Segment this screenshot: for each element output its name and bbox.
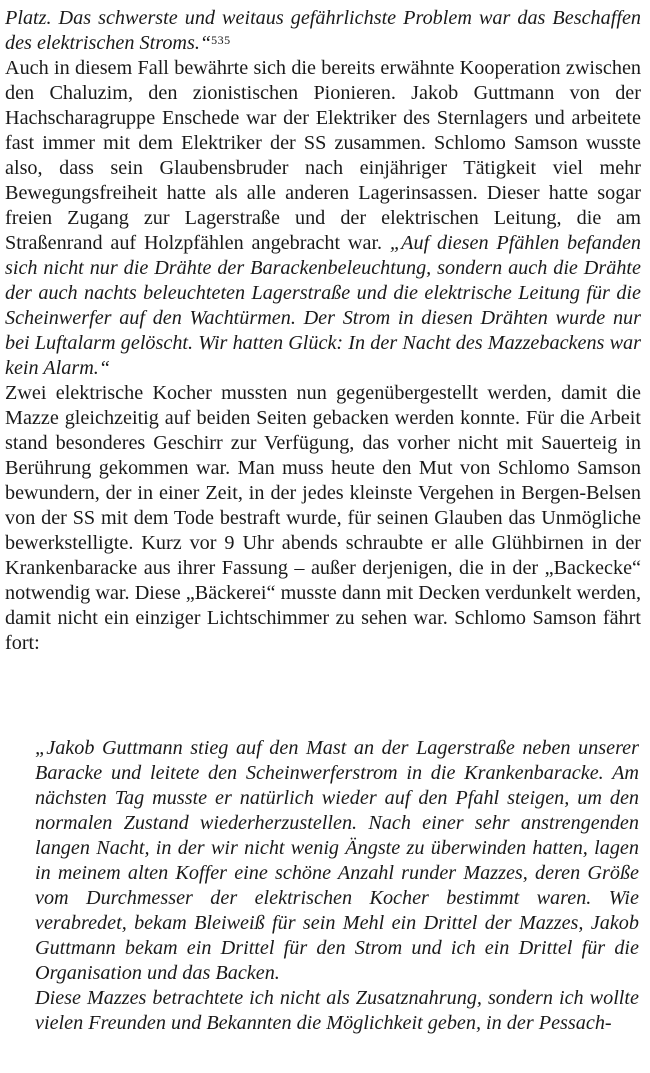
paragraph-intro (5, 6, 641, 56)
book-page-text (5, 6, 641, 656)
quotation-paragraph-2: Diese Mazzes betrachtete ich nicht als Zusatznahrung, sondern ich wollte vielen Freunden und Bekannten die Möglichkeit geben, in der Pessach- (35, 987, 639, 1034)
paragraph-electricity (5, 56, 641, 381)
paragraph-electricity-body: Auch in diesem Fall bewährte sich die bereits erwähnte Kooperation zwischen den Chaluzim, den zionistischen Pionieren. Jakob Guttmann von der Hachscharagruppe Enschede war der Elektriker des Sternlagers und arbeitete fast immer mit dem Elektriker der SS zusammen. Schlomo Samson wusste also, dass sein Glaubensbruder nach einjähriger Tätigkeit viel mehr Bewegungsfreiheit hatte als alle anderen Lagerinsassen. Dieser hatte sogar freien Zugang zur Lagerstraße und der elektrischen Leitung, die am Straßenrand auf Holzpfählen angebracht war. (5, 57, 641, 254)
intro-quote-text: Platz. Das schwerste und weitaus gefährlichste Problem war das Beschaffen des elektrischen Stroms.“ (5, 7, 641, 54)
paragraph-electricity-quote: „Auf diesen Pfählen befanden sich nicht nur die Drähte der Barackenbeleuchtung, sondern auch die Drähte der auch nachts beleuchteten Lagerstraße und die elektrische Leitung für die Scheinwerfer auf den Wachtürmen. Der Strom in diesen Drähten wurde nur bei Luftalarm gelöscht. Wir hatten Glück: In der Nacht des Mazzebackens war kein Alarm.“ (5, 232, 641, 379)
block-quotation (35, 736, 639, 1036)
quotation-paragraph-1: „Jakob Guttmann stieg auf den Mast an der Lagerstraße neben unserer Baracke und leitete den Scheinwerferstrom in die Krankenbaracke. Am nächsten Tag musste er natürlich wieder auf den Pfahl steigen, um den normalen Zustand wiederherzustellen. Nach einer sehr anstrengenden langen Nacht, in der wir nicht wenig Ängste zu überwinden hatten, lagen in meinem alten Koffer eine schöne Anzahl runder Mazzes, deren Größe vom Durchmesser der elektrischen Kocher bestimmt waren. Wie verabredet, bekam Bleiweiß für sein Mehl ein Drittel der Mazzes, Jakob Guttmann bekam ein Drittel für den Strom und ich ein Drittel für die Organisation und das Backen. (35, 737, 639, 984)
footnote-reference: 535 (211, 33, 231, 47)
paragraph-baking: Zwei elektrische Kocher mussten nun gegenübergestellt werden, damit die Mazze gleichzeitig auf beiden Seiten gebacken werden konnte. Für die Arbeit stand besonderes Geschirr zur Verfügung, das vorher nicht mit Sauerteig in Berührung gekommen war. Man muss heute den Mut von Schlomo Samson bewundern, der in einer Zeit, in der jedes kleinste Vergehen in Bergen-Belsen von der SS mit dem Tode bestraft wurde, für seinen Glauben das Unmögliche bewerkstelligte. Kurz vor 9 Uhr abends schraubte er alle Glühbirnen in der Krankenbaracke aus ihrer Fassung – außer derjenigen, die in der „Backecke“ notwendig war. Diese „Bäckerei“ musste dann mit Decken verdunkelt werden, damit nicht ein einziger Lichtschimmer zu sehen war. Schlomo Samson fährt fort: (5, 382, 641, 654)
